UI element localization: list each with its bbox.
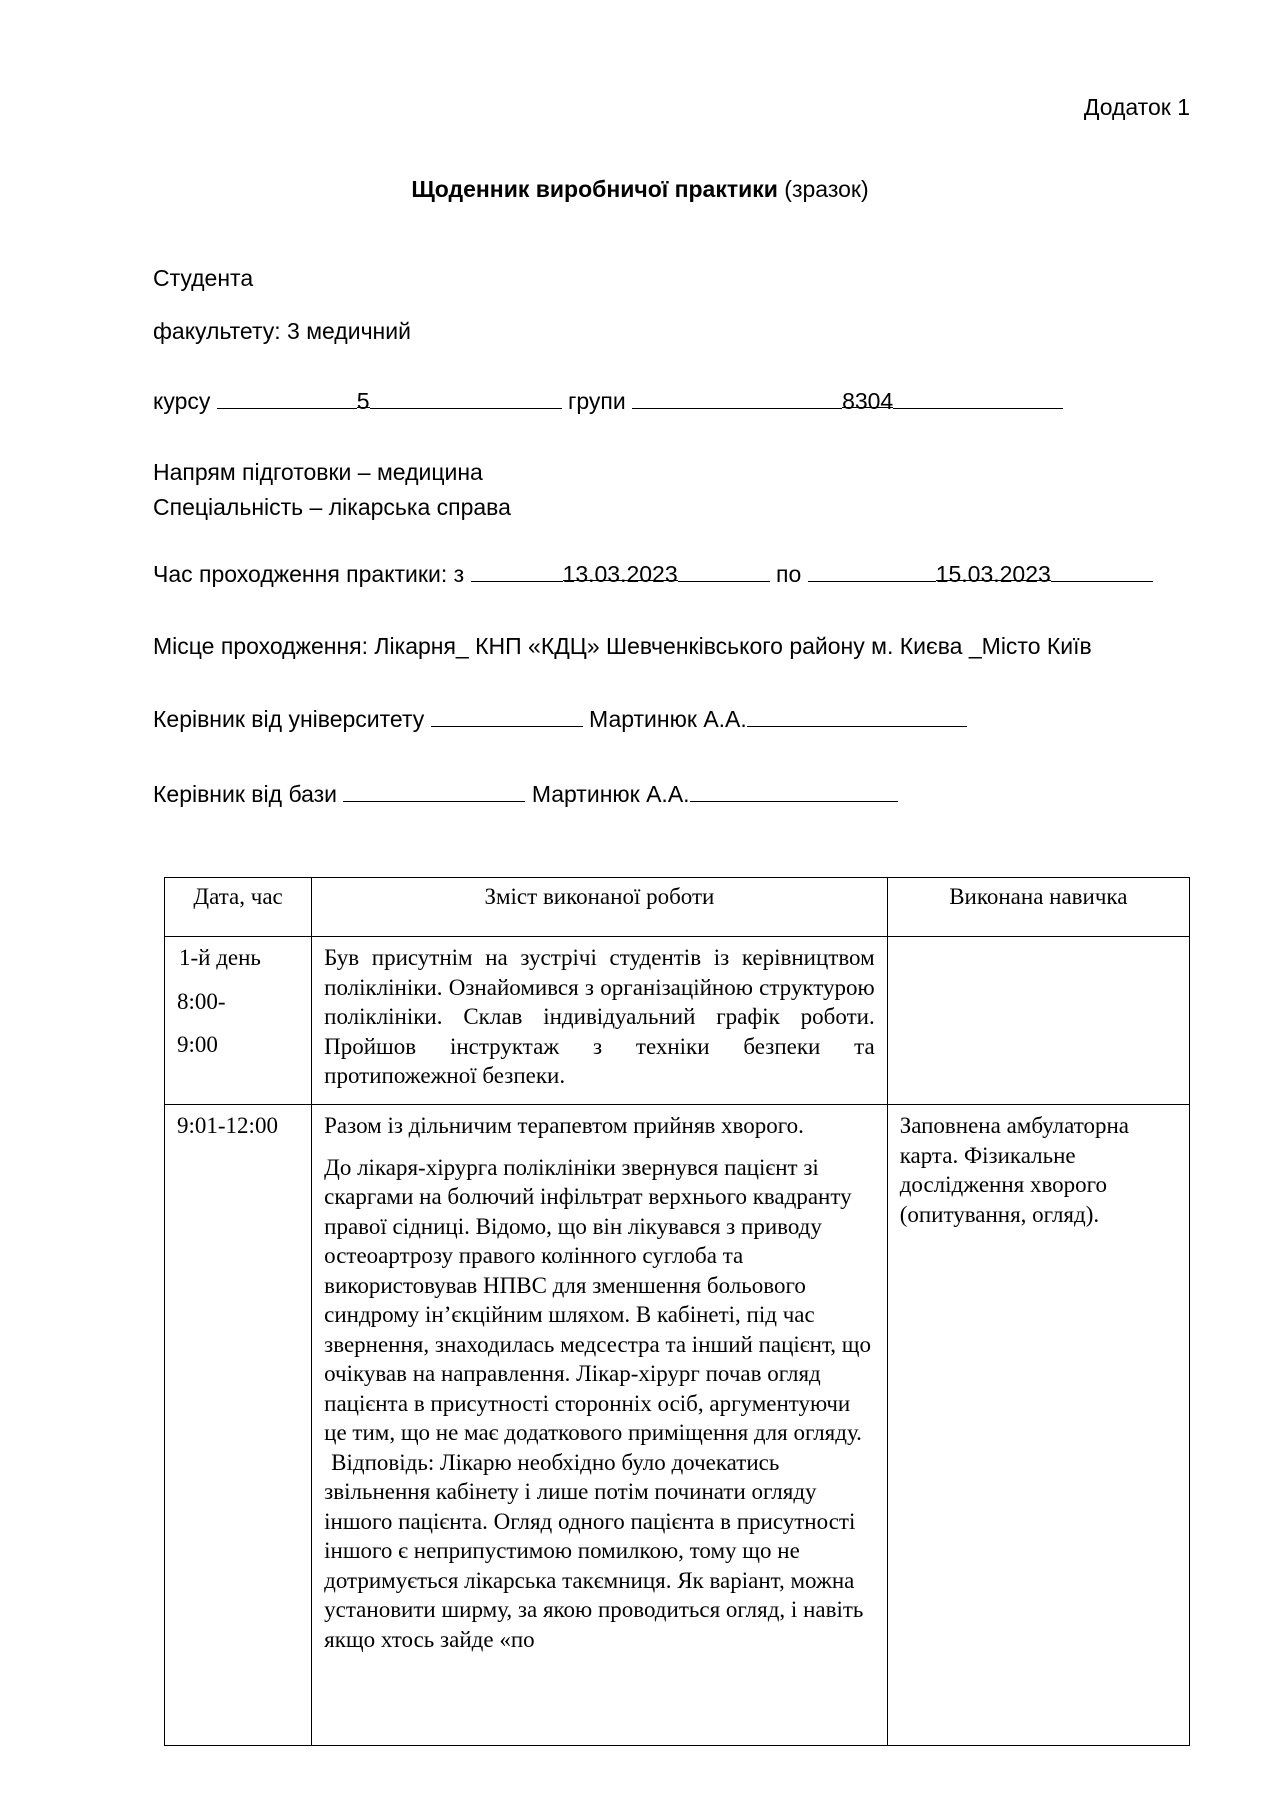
period-to-underline-left <box>808 561 936 582</box>
skill-text <box>888 937 1189 943</box>
course-label: курсу <box>153 388 211 414</box>
table-row <box>165 1105 1190 1746</box>
title-suffix: (зразок) <box>777 176 869 202</box>
period-label: Час проходження практики: з <box>153 561 465 587</box>
group-value: 8304 <box>842 388 894 414</box>
faculty-value: 3 медичний <box>287 318 411 344</box>
period-line <box>153 560 1153 588</box>
content-cell <box>312 1105 888 1746</box>
skill-cell <box>887 937 1189 1105</box>
appendix-label: Додаток 1 <box>1083 94 1190 120</box>
period-from: 13.03.2023 <box>562 561 678 587</box>
place-value: Лікарня_ КНП «КДЦ» Шевченківського району м. Києва _Місто Київ <box>374 633 1092 659</box>
course-group-line <box>153 387 1063 415</box>
university-supervisor-line <box>153 705 967 733</box>
period-to-underline-right <box>1051 561 1153 582</box>
period-from-underline-right <box>678 561 770 582</box>
practice-diary-table <box>164 877 1190 1746</box>
time-range: 9:01-12:00 <box>177 1113 278 1138</box>
group-label: групи <box>567 388 626 414</box>
page-title <box>0 175 1280 203</box>
skill-text: Заповнена амбулаторна карта. Фізикальне дослідження хворого (опитування, огляд). <box>899 1113 1130 1227</box>
direction-line: Напрям підготовки – медицина <box>153 459 483 485</box>
content-cell <box>312 937 888 1105</box>
course-value: 5 <box>356 388 370 414</box>
date-cell <box>165 937 312 1105</box>
course-underline-right <box>370 388 562 409</box>
place-line <box>153 632 1092 660</box>
specialty-line: Спеціальність – лікарська справа <box>153 494 511 520</box>
time-start: 8:00- <box>177 988 226 1014</box>
faculty-line <box>153 317 411 345</box>
university-supervisor-underline-left <box>431 706 583 727</box>
period-to-label: по <box>776 561 802 587</box>
time-end: 9:00 <box>177 1032 218 1057</box>
base-supervisor-line <box>153 780 898 808</box>
content-paragraph: До лікаря-хірурга поліклініки звернувся пацієнт зі скаргами на болючий інфільтрат верхнього квадранту правої сідниці. Відомо, що він лікувався з приводу остеоартрозу правого колінного суглоба та використовував НПВС для зменшення больового синдрому ін’єкційним шляхом. В кабінеті, під час звернення, знаходилась медсестра та інший пацієнт, що очікував на направлення. Лікар-хірург почав огляд пацієнта в присутності сторонніх осіб, аргументуючи це тим, що не має додаткового приміщення для огляду. <box>324 1154 872 1445</box>
skill-cell <box>887 1105 1189 1746</box>
header-cell-skill: Виконана навичка <box>887 878 1189 937</box>
period-from-underline-left <box>471 561 563 582</box>
group-underline-right <box>893 388 1063 409</box>
place-label: Місце проходження: <box>153 633 369 659</box>
date-line: 1-й день <box>179 945 261 970</box>
base-supervisor-underline-left <box>343 781 525 802</box>
faculty-label: факультету: <box>153 318 281 344</box>
course-underline-left <box>217 388 357 409</box>
content-paragraph: Разом із дільничим терапевтом прийняв хворого. <box>324 1113 804 1138</box>
base-supervisor-label: Керівник від бази <box>153 781 338 807</box>
base-supervisor-name: Мартинюк А.А. <box>531 781 690 807</box>
table-row <box>165 937 1190 1105</box>
content-paragraph: Був присутнім на зустрічі студентів із керівництвом поліклініки. Ознайомився з організаційною структурою поліклініки. Склав індивідуальний графік роботи. Пройшов інструктаж з техніки безпеки та протипожежної безпеки. <box>324 945 875 1088</box>
header-cell-content: Зміст виконаної роботи <box>312 878 888 937</box>
student-label: Студента <box>153 265 254 291</box>
title-bold: Щоденник виробничої практики <box>411 176 778 202</box>
university-supervisor-label: Керівник від університету <box>153 706 425 732</box>
header-cell-date: Дата, час <box>165 878 312 937</box>
content-answer: Відповідь: Лікарю необхідно було дочекатись звільнення кабінету і лише потім починати огляду іншого пацієнта. Огляд одного пацієнта в присутності іншого є неприпустимою помилкою, тому що не дотримується лікарська такємниця. Як варіант, можна установити ширму, за якою проводиться огляд, і навіть якщо хтось зайде «по <box>324 1449 864 1652</box>
date-cell <box>165 1105 312 1746</box>
table-header-row <box>165 878 1190 937</box>
university-supervisor-name: Мартинюк А.А. <box>589 706 747 732</box>
period-to: 15.03.2023 <box>935 561 1051 587</box>
base-supervisor-underline-right <box>690 781 898 802</box>
group-underline-left <box>632 388 842 409</box>
university-supervisor-underline-right <box>747 706 967 727</box>
